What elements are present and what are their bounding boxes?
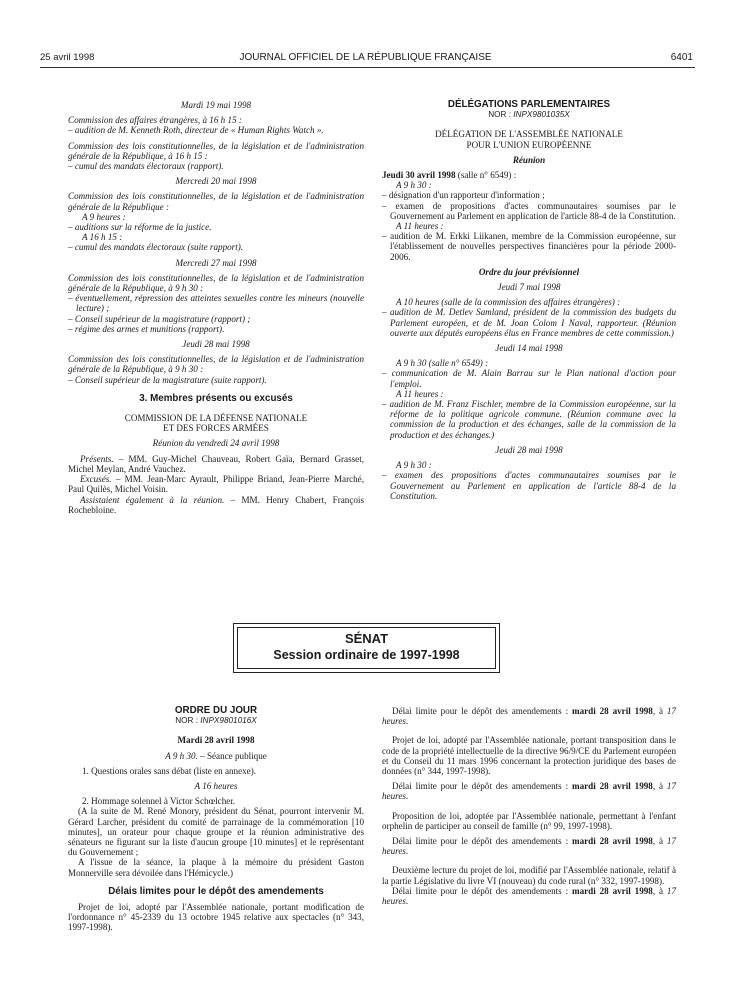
commission-name: COMMISSION DE LA DÉFENSE NATIONALE xyxy=(124,413,308,424)
header-page-number: 6401 xyxy=(670,52,693,63)
header-rule xyxy=(40,67,695,68)
list-item: – communication de M. Alain Barrau sur le Plan national d'action pour l'emploi. xyxy=(382,368,676,389)
section-title: DÉLÉGATIONS PARLEMENTAIRES xyxy=(447,99,611,110)
paragraph: Commission des lois constitutionnelles, de la législation et de l'administration générale de la République : xyxy=(68,191,364,212)
time-label: A 16 h 15 : xyxy=(82,232,123,243)
paragraph: A l'issue de la séance, la plaque à la mémoire du président Gaston Monnerville sera dévoilée dans l'Hémicycle.) xyxy=(68,857,364,878)
time-label: A 9 h 30 : xyxy=(396,460,432,471)
bottom-right-column xyxy=(382,706,676,906)
deadline-line: Délai limite pour le dépôt des amendements : mardi 28 avril 1998, à 17 heures. xyxy=(382,836,676,857)
paragraph: Commission des affaires étrangères, à 16 h 15 : xyxy=(68,115,242,126)
list-item: – examen des propositions d'actes communautaires soumises par le Gouvernement au Parlement en application de l'article 88-4 de la Constitution. xyxy=(382,470,676,501)
list-item: – examen de propositions d'actes communautaires soumises par le Gouvernement au Parlement en application de l'article 88-4 de la Constitution. xyxy=(382,200,676,221)
date-heading: Mercredi 20 mai 1998 xyxy=(175,176,257,187)
bottom-left-column xyxy=(68,706,364,933)
paragraph: Deuxième lecture du projet de loi, modifié par l'Assemblée nationale, relatif à la partie Législative du livre VI (nouveau) du code rural (n° 332, 1997-1998). xyxy=(382,865,676,886)
list-item: – auditions sur la réforme de la justice. xyxy=(68,222,212,233)
left-column xyxy=(68,100,364,515)
time-label: A 9 heures : xyxy=(82,211,126,222)
section-heading: 3. Membres présents ou excusés xyxy=(139,392,293,404)
senat-subtitle: Session ordinaire de 1997-1998 xyxy=(273,648,460,662)
senat-title: SÉNAT xyxy=(344,631,389,646)
time-label: A 11 heures : xyxy=(396,388,444,399)
paragraph: Commission des lois constitutionnelles, de la législation et de l'administration générale de la République, à 16 h 15 : xyxy=(68,140,364,161)
attendance-excused: Excusés. – MM. Jean-Marc Ayrault, Philippe Briand, Jean-Pierre Marché, Paul Quilès, Michel Voisin. xyxy=(68,474,364,495)
paragraph: (A la suite de M. René Monory, président du Sénat, pourront intervenir M. Gérard Larcher, président du comité de parrainage de la commémoration [10 minutes], un orateur pour chaque groupe et la réunion administrative des sénateurs ne figurant sur la liste d'aucun groupe [10 minutes] et le représentant du Gouvernement ; xyxy=(68,806,364,858)
paragraph: Projet de loi, adopté par l'Assemblée nationale, portant modification de l'ordonnance n° 45-2339 du 13 octobre 1945 relative aux spectacles (n° 343, 1997-1998). xyxy=(68,902,364,933)
date-heading: Mercredi 27 mai 1998 xyxy=(175,257,257,268)
list-item: – désignation d'un rapporteur d'information ; xyxy=(382,190,545,201)
date-heading: Mardi 28 avril 1998 xyxy=(177,735,255,746)
deadline-line: Délai limite pour le dépôt des amendements : mardi 28 avril 1998, à 17 heures. xyxy=(382,885,676,907)
date-heading: Jeudi 28 mai 1998 xyxy=(495,444,563,455)
commission-name: ET DES FORCES ARMÉES xyxy=(163,423,269,434)
section-heading: Délais limites pour le dépôt des amendements xyxy=(108,885,324,897)
list-item: – audition de M. Erkki Liikanen, membre de la Commission européenne, sur l'établissement de nouvelles perspectives financières pour la période 2000-2006. xyxy=(382,231,676,262)
paragraph: Projet de loi, adopté par l'Assemblée nationale, portant transposition dans le code de la propriété intellectuelle de la directive 96/9/CE du Parlement européen et du Conseil du 11 mars 1996 concernant la protection juridique des bases de données (n° 344, 1997-1998). xyxy=(382,735,676,777)
paragraph: Proposition de loi, adoptée par l'Assemblée nationale, permettant à l'enfant orphelin de participer au conseil de famille (n° 99, 1997-1998). xyxy=(382,810,676,831)
right-column xyxy=(382,100,676,501)
time-label: A 16 heures xyxy=(194,781,238,792)
list-item: – régime des armes et munitions (rapport). xyxy=(68,323,225,334)
time-label: A 9 h 30 (salle n° 6549) : xyxy=(396,358,489,369)
reunion-heading: Réunion xyxy=(512,154,546,165)
paragraph: Commission des lois constitutionnelles, de la législation et de l'administration générale de la République, à 9 h 30 : xyxy=(68,272,364,294)
agenda-heading: Ordre du jour prévisionnel xyxy=(478,266,580,277)
reunion-date: Réunion du vendredi 24 avril 1998 xyxy=(152,438,280,449)
time-label: A 10 heures (salle de la commission des affaires étrangères) : xyxy=(396,297,621,308)
delegation-name: DÉLÉGATION DE L'ASSEMBLÉE NATIONALE xyxy=(435,129,623,140)
header-journal-title: JOURNAL OFFICIEL DE LA RÉPUBLIQUE FRANÇAISE xyxy=(239,52,492,63)
paragraph: Commission des lois constitutionnelles, de la législation et de l'administration générale de la République, à 9 h 30 : xyxy=(68,354,364,375)
nor-reference: NOR : INPX9801016X xyxy=(175,716,257,726)
attendance-present: Présents. – MM. Guy-Michel Chauveau, Robert Gaïa, Bernard Grasset, Michel Meylan, André Vauchez. xyxy=(68,453,364,474)
list-item: – éventuellement, répression des atteintes sexuelles contre les mineurs (nouvelle lecture) ; xyxy=(68,293,364,314)
nor-reference: NOR : INPX9801035X xyxy=(488,110,570,120)
date-heading: Jeudi 7 mai 1998 xyxy=(497,282,561,293)
agenda-item: 1. Questions orales sans débat (liste en annexe). xyxy=(82,765,256,776)
page-header xyxy=(20,52,711,68)
date-line: Jeudi 30 avril 1998 (salle n° 6549) : xyxy=(382,170,517,181)
list-item: – Conseil supérieur de la magistrature (rapport) ; xyxy=(68,313,251,324)
header-date: 25 avril 1998 xyxy=(40,52,95,63)
time-label: A 9 h 30 : xyxy=(396,180,432,191)
deadline-line: Délai limite pour le dépôt des amendements : mardi 28 avril 1998, à 17 heures. xyxy=(382,781,676,802)
list-item: – cumul des mandats électoraux (rapport). xyxy=(68,161,224,172)
session-line: A 9 h 30. – Séance publique xyxy=(165,750,267,761)
date-heading: Mardi 19 mai 1998 xyxy=(180,100,252,110)
list-item: – audition de M. Detlev Samland, président de la commission des budgets du Parlement européen, et de M. Joan Colom I Naval, rapporteur. (Réunion ouverte aux députés européens élus en France membres de cette commission.) xyxy=(382,307,676,338)
attendance-also: Assistaient également à la réunion. – MM. Henry Chabert, François Rochebloine. xyxy=(68,494,364,515)
delegation-name: POUR L'UNION EUROPÉENNE xyxy=(466,139,592,150)
agenda-item: 2. Hommage solennel à Victor Schœlcher. xyxy=(82,796,236,807)
senat-banner xyxy=(233,623,500,673)
section-title: ORDRE DU JOUR xyxy=(174,705,258,716)
time-label: A 11 heures : xyxy=(396,221,444,232)
list-item: – audition de M. Franz Fischler, membre de la Commission européenne, sur la réforme de la politique agricole commune. (Réunion commune avec la commission de la production et des échanges, salle de la commission de la production et des échanges.) xyxy=(382,399,676,440)
list-item: – Conseil supérieur de la magistrature (suite rapport). xyxy=(68,374,267,385)
list-item: – audition de M. Kenneth Roth, directeur de « Human Rights Watch ». xyxy=(68,125,324,136)
list-item: – cumul des mandats électoraux (suite rapport). xyxy=(68,242,244,253)
date-heading: Jeudi 28 mai 1998 xyxy=(182,339,250,350)
date-heading: Jeudi 14 mai 1998 xyxy=(495,343,563,354)
deadline-line: Délai limite pour le dépôt des amendements : mardi 28 avril 1998, à 17 heures. xyxy=(382,706,676,727)
